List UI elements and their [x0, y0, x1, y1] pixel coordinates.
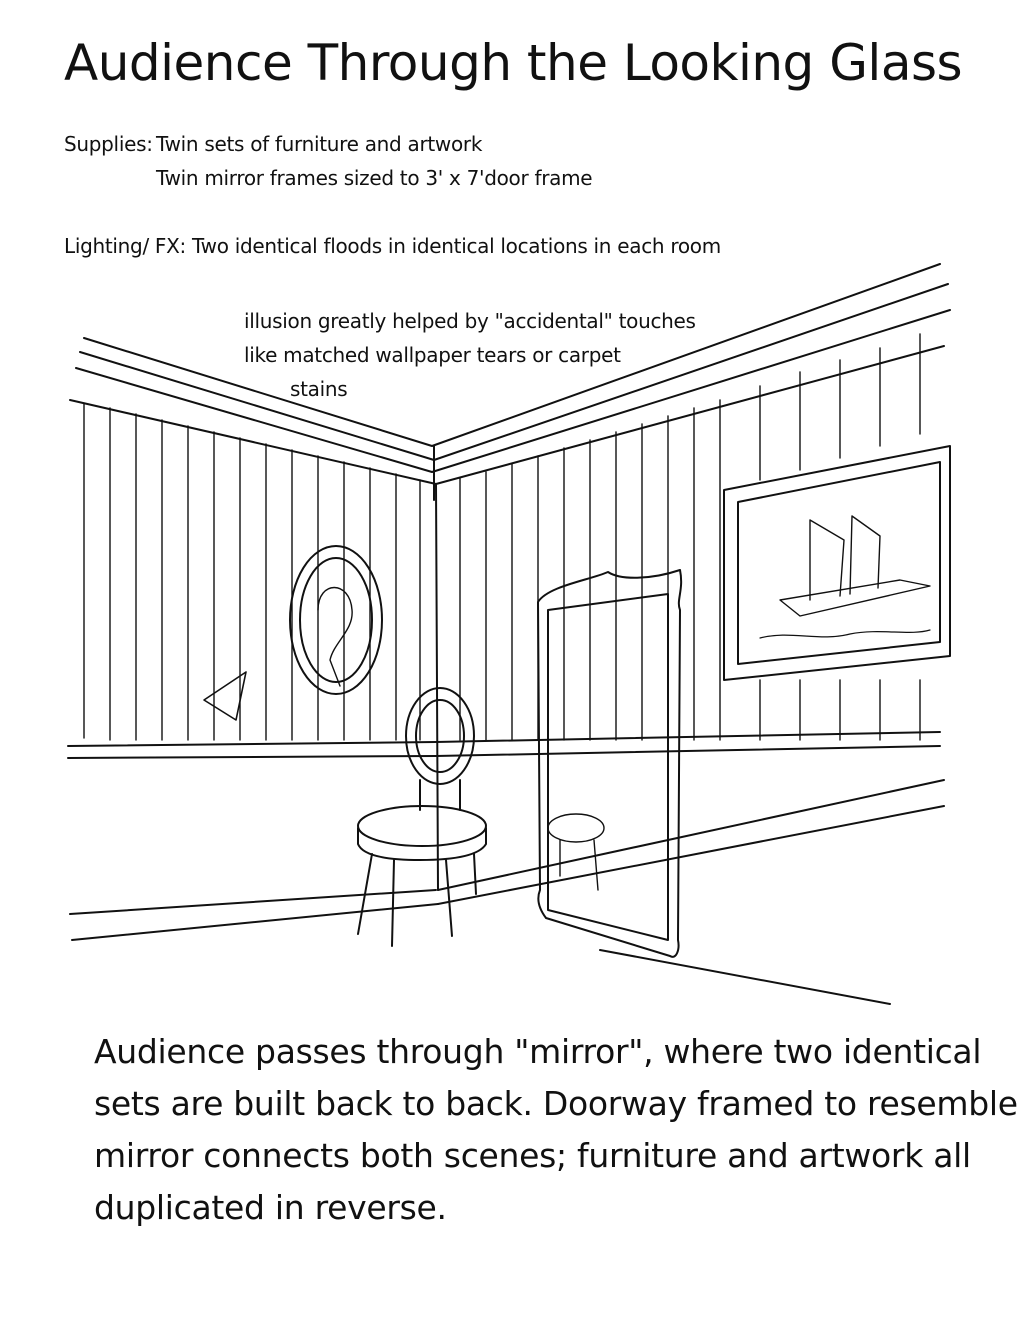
supplies-line-2: Twin mirror frames sized to 3' x 7'door frame	[156, 166, 593, 190]
mirror-frame	[538, 570, 681, 957]
supplies-line-1: Twin sets of furniture and artwork	[156, 132, 483, 156]
caption-line-4: duplicated in reverse.	[94, 1188, 447, 1227]
wall-corner-line	[436, 484, 438, 890]
lighting-fx-line: Lighting/ FX: Two identical floods in identical locations in each room	[64, 234, 721, 258]
caption-paragraph	[94, 1026, 1018, 1234]
note-line-2: like matched wallpaper tears or carpet	[244, 343, 621, 367]
chair	[358, 688, 486, 946]
page-title: Audience Through the Looking Glass	[64, 34, 963, 92]
supplies-label: Supplies:	[64, 132, 153, 156]
note-line-1: illusion greatly helped by "accidental" touches	[244, 309, 696, 333]
note-line-3: stains	[290, 377, 348, 401]
caption-line-2: sets are built back to back. Doorway framed to resemble	[94, 1084, 1018, 1123]
caption-line-3: mirror connects both scenes; furniture and artwork all	[94, 1136, 971, 1175]
illusion-note	[244, 304, 704, 406]
chair-rail	[68, 732, 940, 758]
ship-painting	[724, 446, 950, 680]
floor-lines	[70, 780, 944, 1004]
caption-line-1: Audience passes through "mirror", where two identical	[94, 1032, 982, 1071]
oval-portrait	[290, 546, 382, 694]
